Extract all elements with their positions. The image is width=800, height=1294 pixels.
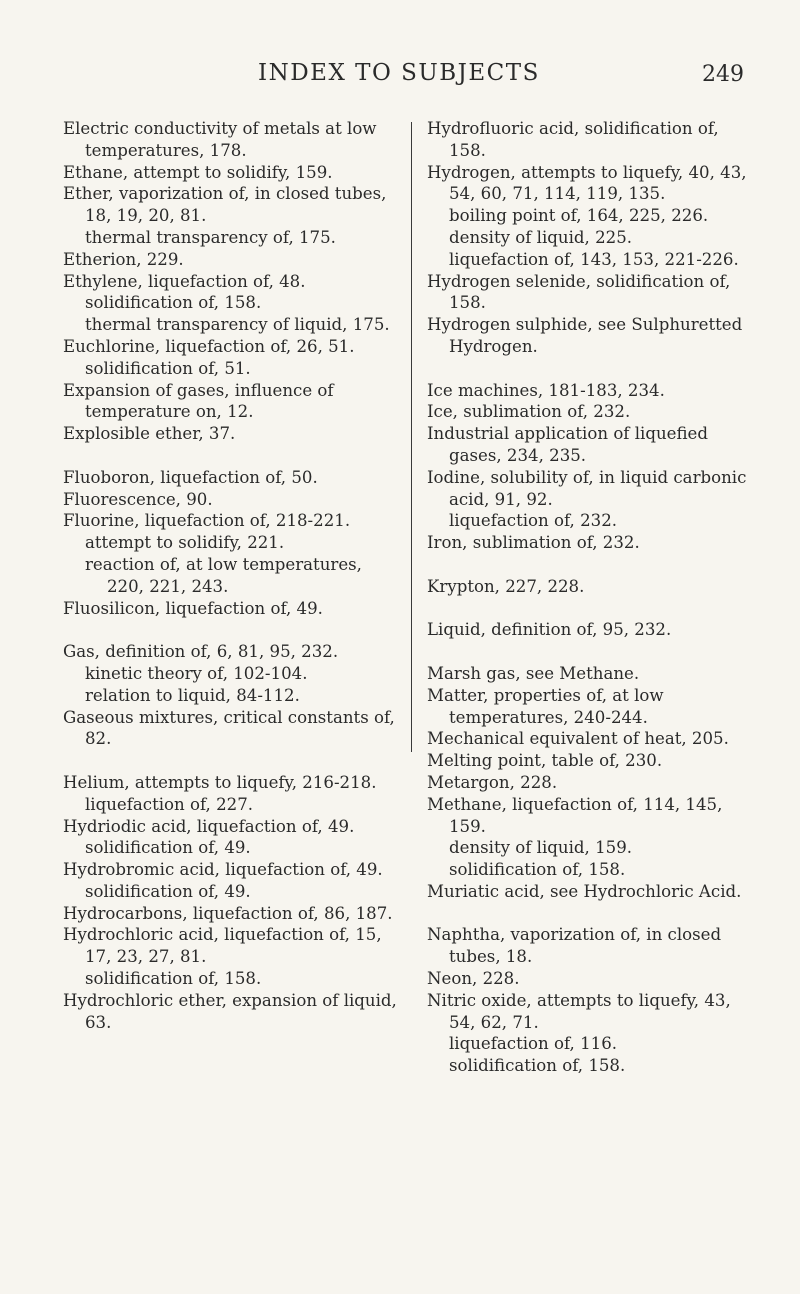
index-entry: Marsh gas, see Methane. [427, 663, 640, 683]
index-subentry: solidification of, 49. [85, 838, 251, 858]
index-column-right [427, 118, 757, 1077]
index-entry: Ether, vaporization of, in closed tubes, 18, 19, 20, 81. [63, 184, 387, 226]
index-entry: Muriatic acid, see Hydrochloric Acid. [427, 881, 742, 901]
index-entry: Ethane, attempt to solidify, 159. [63, 162, 333, 182]
index-entry: Industrial application of liquefied gases, 234, 235. [427, 424, 708, 465]
index-subentry: boiling point of, 164, 225, 226. [449, 206, 709, 226]
index-entry: Mechanical equivalent of heat, 205. [427, 729, 729, 749]
index-entry: Hydrochloric acid, liquefaction of, 15, 17, 23, 27, 81. [63, 925, 382, 967]
index-entry: Fluosilicon, liquefaction of, 49. [63, 598, 323, 618]
index-entry: Fluorine, liquefaction of, 218-221. [63, 511, 351, 531]
index-subentry: density of liquid, 225. [449, 227, 633, 247]
section-gap [427, 358, 757, 380]
page-header [0, 60, 800, 100]
index-subentry: reaction of, at low temperatures, 220, 221, 243. [85, 554, 362, 596]
index-entry: Euchlorine, liquefaction of, 26, 51. [63, 336, 355, 356]
index-subentry: liquefaction of, 143, 153, 221-226. [449, 249, 739, 269]
index-entry: Gaseous mixtures, critical constants of, 82. [63, 707, 395, 749]
index-entry: Hydrogen sulphide, see Sulphuretted Hydrogen. [427, 315, 743, 356]
page-number: 249 [702, 62, 744, 87]
running-title: INDEX TO SUBJECTS [258, 60, 540, 86]
index-entry: Methane, liquefaction of, 114, 145, 159. [427, 794, 723, 836]
index-subentry: solidification of, 158. [449, 1056, 626, 1076]
index-entry: Ethylene, liquefaction of, 48. [63, 271, 306, 291]
index-entry: Hydrochloric ether, expansion of liquid, 63. [63, 990, 397, 1032]
index-entry: Etherion, 229. [63, 249, 184, 269]
index-entry: Hydriodic acid, liquefaction of, 49. [63, 816, 355, 836]
section-gap [427, 903, 757, 925]
index-entry: Matter, properties of, at low temperatures, 240-244. [427, 685, 664, 727]
index-subentry: thermal transparency of, 175. [85, 227, 336, 247]
column-divider [411, 122, 412, 752]
index-entry: Liquid, definition of, 95, 232. [427, 620, 672, 640]
index-entry: Hydrogen, attempts to liquefy, 40, 43, 54, 60, 71, 114, 119, 135. [427, 162, 747, 204]
index-entry: Explosible ether, 37. [63, 424, 236, 444]
index-subentry: liquefaction of, 116. [449, 1034, 618, 1054]
index-entry: Gas, definition of, 6, 81, 95, 232. [63, 642, 339, 662]
index-entry: Naphtha, vaporization of, in closed tubes, 18. [427, 925, 722, 967]
section-gap [63, 750, 398, 772]
index-entry: Metargon, 228. [427, 772, 558, 792]
index-column-left [63, 118, 398, 1033]
index-entry: Fluoboron, liquefaction of, 50. [63, 467, 318, 487]
index-entry: Expansion of gases, influence of temperature on, 12. [63, 380, 334, 422]
index-entry: Nitric oxide, attempts to liquefy, 43, 54, 62, 71. [427, 990, 731, 1032]
index-subentry: liquefaction of, 232. [449, 511, 618, 531]
index-subentry: solidification of, 51. [85, 358, 251, 378]
section-gap [63, 445, 398, 467]
index-entry: Neon, 228. [427, 969, 520, 989]
index-subentry: density of liquid, 159. [449, 838, 633, 858]
index-entry: Hydrobromic acid, liquefaction of, 49. [63, 860, 383, 880]
index-entry: Fluorescence, 90. [63, 489, 213, 509]
index-subentry: thermal transparency of liquid, 175. [85, 315, 390, 335]
index-entry: Krypton, 227, 228. [427, 576, 585, 596]
index-subentry: attempt to solidify, 221. [85, 533, 285, 553]
index-entry: Iron, sublimation of, 232. [427, 533, 640, 553]
index-subentry: solidification of, 158. [85, 293, 262, 313]
index-entry: Hydrofluoric acid, solidification of, 158. [427, 119, 719, 160]
index-entry: Hydrocarbons, liquefaction of, 86, 187. [63, 903, 393, 923]
section-gap [427, 641, 757, 663]
index-entry: Electric conductivity of metals at low temperatures, 178. [63, 119, 377, 160]
index-entry: Hydrogen selenide, solidification of, 158. [427, 271, 731, 313]
section-gap [427, 598, 757, 620]
section-gap [63, 619, 398, 641]
index-subentry: kinetic theory of, 102-104. [85, 663, 308, 683]
index-subentry: solidification of, 158. [85, 969, 262, 989]
index-subentry: relation to liquid, 84-112. [85, 685, 300, 705]
section-gap [427, 554, 757, 576]
index-entry: Melting point, table of, 230. [427, 751, 663, 771]
index-entry: Ice, sublimation of, 232. [427, 402, 631, 422]
index-entry: Helium, attempts to liquefy, 216-218. [63, 772, 377, 792]
index-subentry: solidification of, 158. [449, 860, 626, 880]
index-subentry: liquefaction of, 227. [85, 794, 254, 814]
index-entry: Iodine, solubility of, in liquid carbonic acid, 91, 92. [427, 467, 747, 509]
index-subentry: solidification of, 49. [85, 881, 251, 901]
index-entry: Ice machines, 181-183, 234. [427, 380, 665, 400]
